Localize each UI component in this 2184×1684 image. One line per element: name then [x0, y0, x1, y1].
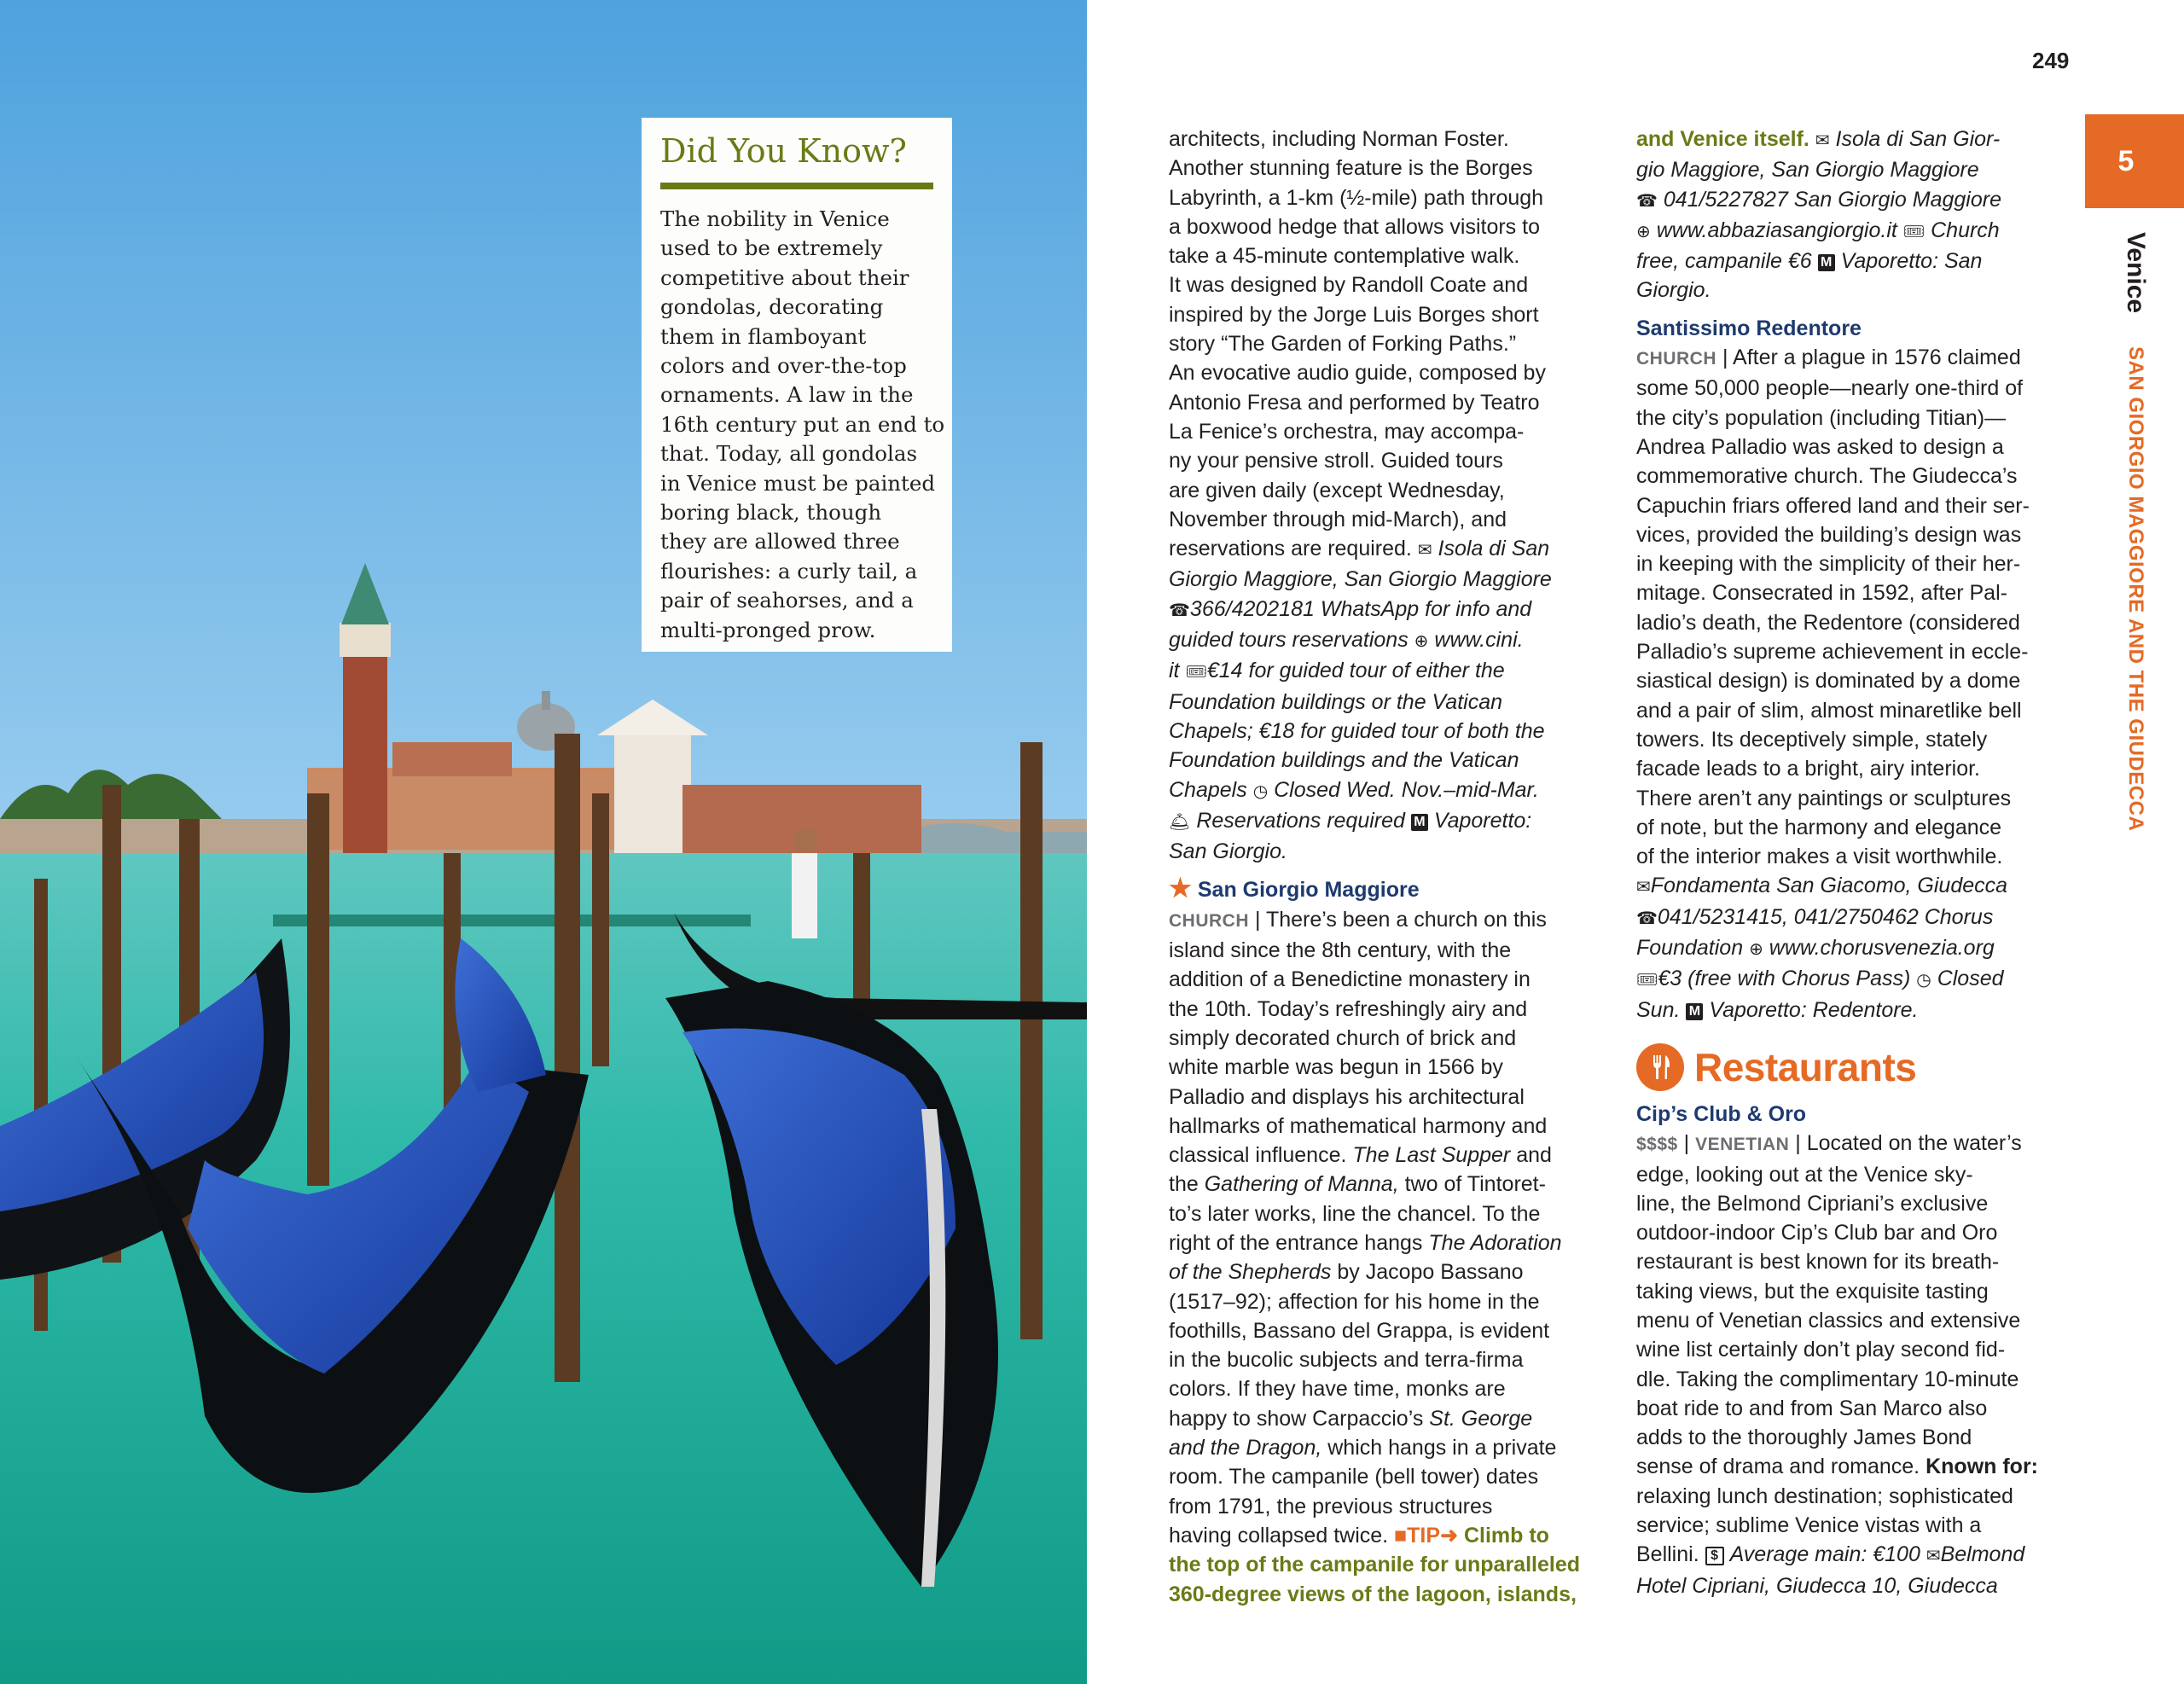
body-line: Labyrinth, a 1-km (½-mile) path through: [1169, 185, 1544, 210]
phone-icon: ☎: [1636, 909, 1658, 928]
body-text: happy to show Carpaccio’s: [1169, 1406, 1424, 1431]
body-text: sense of drama and romance.: [1636, 1455, 1920, 1479]
reservation-line: [1169, 806, 1612, 837]
body-line: [1169, 1141, 1612, 1170]
address-text: Isola di San Gior-: [1835, 127, 2001, 151]
listing-title-cips: Cip’s Club & Oro: [1636, 1101, 1807, 1126]
body-line: relaxing lunch destination; sophisticated: [1636, 1484, 2013, 1508]
body-line: adds to the thoroughly James Bond: [1636, 1426, 1972, 1450]
category-label: CHURCH: [1636, 349, 1716, 369]
body-text: two of Tintoret-: [1404, 1172, 1546, 1197]
body-line: [1636, 1452, 2078, 1481]
body-text: reservations are required.: [1169, 537, 1412, 561]
body-line: island since the 8th century, with the: [1169, 938, 1512, 963]
body-line: taking views, but the exquisite tasting: [1636, 1279, 1989, 1304]
chapter-tab: 5: [2085, 114, 2184, 208]
artwork-title: St. George: [1429, 1406, 1533, 1431]
dyk-line: them in flamboyant: [660, 323, 867, 349]
page-number: 249: [2032, 48, 2070, 73]
listing-title-redentore: Santissimo Redentore: [1636, 316, 1862, 340]
dyk-line: gondolas, decorating: [660, 294, 884, 320]
address-line: Hotel Cipriani, Giudecca 10, Giudecca: [1636, 1573, 1998, 1598]
dyk-line: used to be extremely: [660, 235, 883, 261]
phone-icon: ☎: [1169, 601, 1190, 620]
tip-line: [1636, 125, 2078, 155]
body-line: hallmarks of mathematical harmony and: [1169, 1113, 1548, 1138]
dyk-line: colors and over-the-top: [660, 353, 907, 379]
body-line: architects, including Norman Foster.: [1169, 127, 1509, 151]
body-text: Bellini.: [1636, 1542, 1699, 1567]
body-line: story “The Garden of Forking Paths.”: [1169, 332, 1517, 357]
dyk-line: multi-pronged prow.: [660, 617, 876, 642]
body-line: [1169, 534, 1612, 565]
price-text-end: Chapels: [1169, 777, 1247, 802]
body-line: from 1791, the previous structures: [1169, 1494, 1493, 1519]
price-text: €3 (free with Chorus Pass): [1658, 967, 1911, 991]
body-line: There aren’t any paintings or sculptures: [1636, 786, 2012, 810]
body-line: [1169, 1521, 1612, 1550]
price-text: Church: [1931, 218, 2000, 242]
price-text: free, campanile €6: [1636, 249, 1812, 274]
tip-line: 360-degree views of the lagoon, islands,: [1169, 1582, 1577, 1606]
body-line: [1169, 1170, 1612, 1199]
dyk-line: 16th century put an end to: [660, 411, 945, 437]
vaporetto-text: Vaporetto:: [1433, 808, 1532, 833]
body-line: Palladio and displays his architectural: [1169, 1084, 1525, 1109]
body-line: and a pair of slim, almost minaretlike bell: [1636, 698, 2022, 723]
hours-line: [1169, 775, 1612, 806]
body-line: line, the Belmond Cipriani’s exclusive: [1636, 1191, 1989, 1216]
phone-line: [1169, 595, 1612, 625]
body-line: dle. Taking the complimentary 10-minute: [1636, 1367, 2019, 1391]
phone-web-line: [1169, 625, 1612, 656]
text-column-2: [1636, 125, 2078, 1600]
body-line: room. The campanile (bell tower) dates: [1169, 1465, 1539, 1489]
body-line: of the interior makes a visit worthwhile.: [1636, 845, 2003, 869]
body-line: CHURCH | After a plague in 1576 claimed: [1636, 346, 2021, 370]
hours-text: Closed Wed. Nov.–mid-Mar.: [1274, 777, 1539, 802]
body-text: which hangs in a private: [1327, 1436, 1557, 1460]
dyk-line: that. Today, all gondolas: [660, 441, 918, 467]
price-text: €14 for guided tour of either the: [1206, 659, 1505, 683]
text-column-1: [1169, 125, 1612, 1609]
body-text: and: [1516, 1143, 1552, 1168]
body-line: foothills, Bassano del Grappa, is evident: [1169, 1318, 1550, 1343]
body-text: There’s been a church on this: [1265, 907, 1547, 932]
globe-icon: ⊕: [1414, 632, 1429, 652]
address-text: Fondamenta San Giacomo, Giudecca: [1650, 874, 2008, 898]
phone-text-2: Foundation: [1636, 936, 1744, 961]
price-line: [1636, 247, 2078, 276]
artwork-title: and the Dragon,: [1169, 1436, 1322, 1460]
body-line: vices, provided the building’s design was: [1636, 522, 2022, 547]
restaurants-title: Restaurants: [1694, 1044, 1917, 1089]
phone-text: 366/4202181 WhatsApp for info and: [1189, 596, 1532, 621]
body-line: Andrea Palladio was asked to design a: [1636, 434, 2004, 459]
listing-title-san-giorgio: [1169, 874, 1612, 904]
body-line: [1169, 1257, 1612, 1286]
web-text-2: it: [1169, 659, 1180, 683]
body-line: [1636, 1540, 2078, 1571]
body-line: CHURCH | There’s been a church on this: [1169, 907, 1547, 932]
vaporetto-text: Vaporetto: San: [1840, 249, 1983, 274]
address-line: [1636, 871, 2078, 902]
ticket-icon: 🎟: [1185, 663, 1207, 682]
web-text: www.chorusvenezia.org: [1769, 936, 1995, 961]
address-icon: ✉: [1636, 878, 1651, 897]
body-line: some 50,000 people—nearly one-third of: [1636, 376, 2024, 401]
address-icon: ✉: [1926, 1547, 1941, 1566]
running-head-city: Venice: [2122, 232, 2150, 314]
body-line: commemorative church. The Giudecca’s: [1636, 464, 2018, 489]
body-line: service; sublime Venice vistas with a: [1636, 1513, 1982, 1538]
average-main-text: Average main: €100: [1729, 1542, 1920, 1567]
body-line: (1517–92); affection for his home in the: [1169, 1289, 1540, 1314]
phone-line: [1636, 185, 2078, 216]
dyk-line: they are allowed three: [660, 529, 900, 555]
dyk-line: ornaments. A law in the: [660, 382, 914, 408]
body-line: the city’s population (including Titian)—: [1636, 405, 2007, 430]
body-line: to’s later works, line the chancel. To the: [1169, 1201, 1541, 1226]
metro-icon: M: [1686, 1003, 1703, 1020]
ticket-icon: 🎟: [1636, 971, 1658, 990]
tip-text: Climb to: [1463, 1523, 1549, 1548]
body-line: towers. Its deceptively simple, stately: [1636, 727, 1988, 752]
dyk-line: flourishes: a curly tail, a: [660, 558, 918, 584]
listing-title-text: San Giorgio Maggiore: [1197, 878, 1420, 903]
web-line: [1636, 933, 2078, 964]
body-line: [1169, 1228, 1612, 1257]
phone-text-2: guided tours reservations: [1169, 628, 1409, 653]
artwork-title: The Last Supper: [1352, 1143, 1511, 1168]
dyk-line: The nobility in Venice: [660, 206, 890, 231]
running-head: [2121, 232, 2150, 831]
dyk-line: competitive about their: [660, 264, 909, 290]
globe-icon: ⊕: [1749, 940, 1763, 960]
body-line: the 10th. Today’s refreshingly airy and: [1169, 996, 1528, 1021]
body-line: restaurant is best known for its breath-: [1636, 1250, 2000, 1275]
body-line: An evocative audio guide, composed by: [1169, 361, 1546, 386]
dyk-line: in Venice must be painted: [660, 470, 936, 496]
hours-text-2: Sun.: [1636, 997, 1681, 1022]
body-line: white marble was begun in 1566 by: [1169, 1055, 1503, 1080]
body-line: ladio’s death, the Redentore (considered: [1636, 610, 2020, 635]
did-you-know-title: Did You Know?: [660, 132, 907, 170]
body-text: Located on the water’s: [1806, 1131, 2022, 1156]
tip-label: TIP: [1407, 1523, 1441, 1548]
vaporetto-text: Vaporetto: Redentore.: [1709, 997, 1919, 1022]
price-line: Chapels; €18 for guided tour of both the: [1169, 718, 1545, 743]
body-line: edge, looking out at the Venice sky-: [1636, 1162, 1973, 1187]
body-line: facade leads to a bright, airy interior.: [1636, 757, 1981, 781]
ticket-icon: 🎟: [1902, 222, 1926, 241]
price-line: [1169, 656, 1612, 687]
web-line: [1636, 216, 2078, 247]
star-icon: ★: [1169, 874, 1192, 903]
address-line: Giorgio Maggiore, San Giorgio Maggiore: [1169, 567, 1552, 592]
body-line: menu of Venetian classics and extensive: [1636, 1308, 2021, 1333]
body-line: It was designed by Randoll Coate and: [1169, 273, 1529, 298]
artwork-title: of the Shepherds: [1169, 1260, 1332, 1285]
body-line: mitage. Consecrated in 1592, after Pal-: [1636, 581, 2007, 606]
phone-text: 041/5231415, 041/2750462 Chorus: [1657, 904, 1994, 929]
body-line: of note, but the harmony and elegance: [1636, 815, 2002, 839]
metro-icon: M: [1818, 254, 1835, 271]
dollar-icon: $: [1705, 1547, 1724, 1565]
body-line: Another stunning feature is the Borges: [1169, 156, 1533, 181]
address-text: Isola di San: [1438, 537, 1550, 561]
dyk-line: pair of seahorses, and a: [660, 588, 914, 613]
body-line: take a 45-minute contemplative walk.: [1169, 244, 1520, 269]
body-line: ny your pensive stroll. Guided tours: [1169, 449, 1503, 473]
body-line: inspired by the Jorge Luis Borges short: [1169, 302, 1539, 327]
body-line: La Fenice’s orchestra, may accompa-: [1169, 419, 1525, 444]
body-line: colors. If they have time, monks are: [1169, 1377, 1506, 1402]
did-you-know-text: [660, 205, 945, 645]
hours-text: Closed: [1937, 967, 2004, 991]
body-text: by Jacopo Bassano: [1337, 1260, 1524, 1285]
body-line: $$$$ | VENETIAN | Located on the water’s: [1636, 1131, 2022, 1156]
reservation-icon: 🛎: [1169, 812, 1191, 832]
artwork-title: Gathering of Manna,: [1204, 1172, 1399, 1197]
body-line: siastical design) is dominated by a dome: [1636, 669, 2021, 694]
body-line: Capuchin friars offered land and their ser-: [1636, 493, 2030, 518]
restaurants-heading: [1636, 1043, 2078, 1091]
address-icon: ✉: [1815, 131, 1830, 150]
body-line: Antonio Fresa and performed by Teatro: [1169, 390, 1540, 415]
body-line: boat ride to and from San Marco also: [1636, 1396, 1988, 1420]
body-line: in keeping with the simplicity of their her-: [1636, 552, 2021, 577]
clock-icon: ◷: [1916, 971, 1931, 990]
fork-knife-glyph: [1646, 1053, 1675, 1082]
body-text: After a plague in 1576 claimed: [1733, 346, 2021, 370]
price-line: Foundation buildings and the Vatican: [1169, 748, 1519, 773]
phone-icon: ☎: [1636, 191, 1658, 211]
body-line: addition of a Benedictine monastery in: [1169, 967, 1531, 992]
known-for-label: Known for:: [1926, 1455, 2039, 1479]
phone-text: 041/5227827 San Giorgio Maggiore: [1663, 187, 2001, 212]
tip-text: and Venice itself.: [1636, 127, 1809, 151]
globe-icon: ⊕: [1636, 222, 1651, 241]
body-line: November through mid-March), and: [1169, 507, 1507, 531]
web-text: www.abbaziasangiorgio.it: [1656, 218, 1897, 242]
did-you-know-box: [642, 118, 952, 652]
body-line: Palladio’s supreme achievement in eccle-: [1636, 640, 2029, 665]
body-text: having collapsed twice.: [1169, 1523, 1389, 1548]
body-line: simply decorated church of brick and: [1169, 1025, 1517, 1050]
address-line: gio Maggiore, San Giorgio Maggiore: [1636, 158, 1979, 183]
phone-line: [1636, 903, 2078, 933]
category-label: VENETIAN: [1695, 1135, 1790, 1155]
running-head-section: SAN GIORGIO MAGGIORE AND THE GIUDECCA: [2124, 346, 2147, 831]
body-line: wine list certainly don’t play second fid-: [1636, 1338, 2006, 1362]
body-line: in the bucolic subjects and terra-firma: [1169, 1348, 1524, 1373]
metro-icon: M: [1411, 814, 1428, 831]
body-text: right of the entrance hangs: [1169, 1230, 1423, 1255]
body-text: classical influence.: [1169, 1143, 1347, 1168]
body-line: a boxwood hedge that allows visitors to: [1169, 214, 1540, 239]
dyk-line: boring black, though: [660, 500, 882, 526]
tip-line: the top of the campanile for unparalleled: [1169, 1553, 1581, 1577]
price-line: Foundation buildings or the Vatican: [1169, 689, 1503, 714]
reservation-text: Reservations required: [1196, 808, 1405, 833]
vaporetto-line: [1636, 996, 2078, 1025]
vaporetto-line: Giorgio.: [1636, 278, 1711, 303]
did-you-know-rule: [660, 183, 933, 189]
category-label: CHURCH: [1169, 910, 1249, 931]
fork-knife-icon: [1636, 1043, 1684, 1091]
clock-icon: ◷: [1252, 781, 1269, 801]
web-text: www.cini.: [1434, 628, 1524, 653]
tip-marker: ■TIP➜: [1394, 1523, 1459, 1548]
address-icon: ✉: [1417, 541, 1432, 560]
body-text: the: [1169, 1172, 1199, 1197]
vaporetto-line: San Giorgio.: [1169, 839, 1287, 864]
price-line: [1636, 964, 2078, 995]
body-line: [1169, 1433, 1612, 1462]
body-line: outdoor-indoor Cip’s Club bar and Oro: [1636, 1221, 1998, 1246]
address-text: Belmond: [1940, 1542, 2025, 1567]
artwork-title: The Adoration: [1428, 1230, 1562, 1255]
body-line: are given daily (except Wednesday,: [1169, 478, 1505, 502]
price-category: $$$$: [1636, 1135, 1678, 1155]
body-line: [1169, 1404, 1612, 1433]
